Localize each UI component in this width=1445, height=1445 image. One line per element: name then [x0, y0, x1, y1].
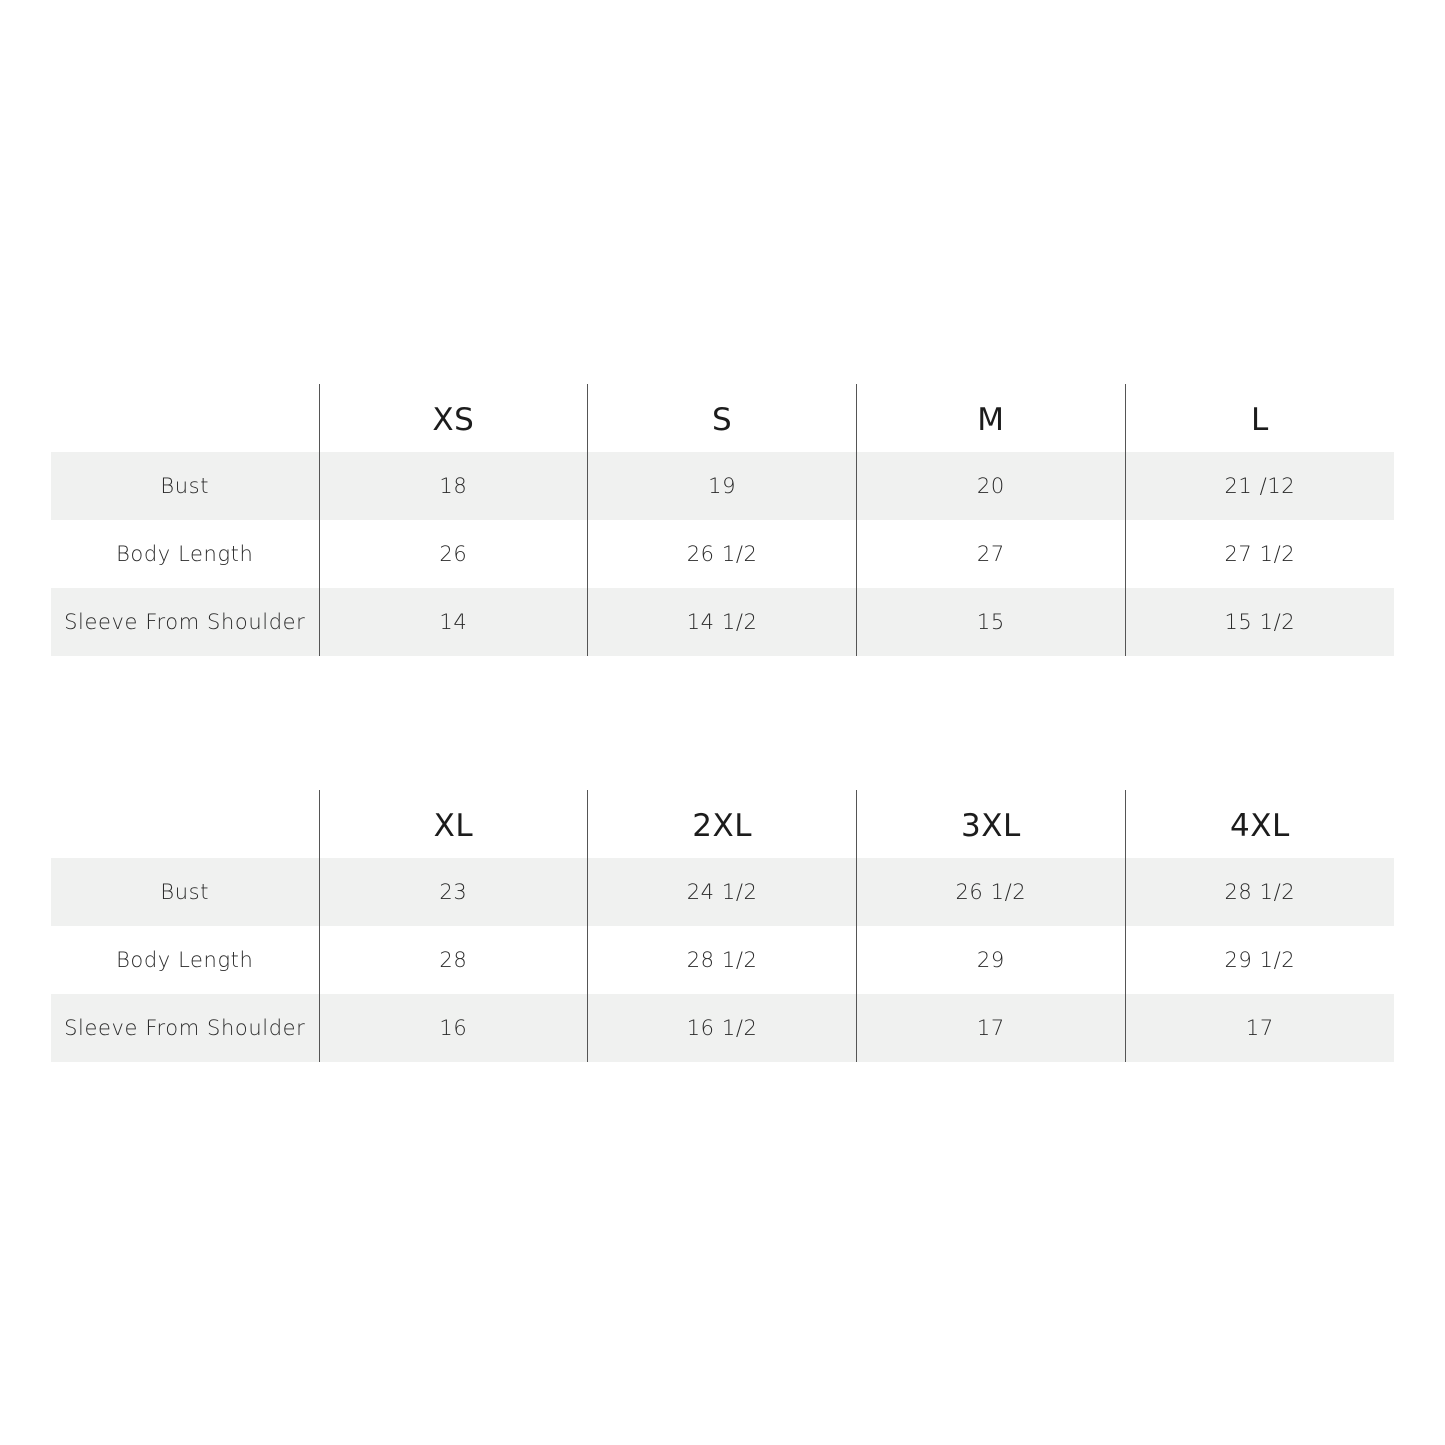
measurement-value: 28 1/2 [588, 926, 857, 994]
measurement-value: 29 1/2 [1125, 926, 1394, 994]
measurement-value: 27 1/2 [1125, 520, 1394, 588]
measurement-value: 26 1/2 [588, 520, 857, 588]
measurement-value: 26 1/2 [857, 858, 1126, 926]
table-row [51, 994, 1394, 1062]
size-header-cell: L [1125, 384, 1394, 452]
header-empty-cell [51, 384, 319, 452]
size-header-cell: XS [319, 384, 588, 452]
measurement-value: 16 1/2 [588, 994, 857, 1062]
measurement-value: 18 [319, 452, 588, 520]
measurement-value: 24 1/2 [588, 858, 857, 926]
measurement-label: Sleeve From Shoulder [51, 994, 319, 1062]
size-header-row [51, 384, 1394, 452]
measurement-label: Bust [51, 452, 319, 520]
size-header-cell: M [857, 384, 1126, 452]
size-header-cell: XL [319, 790, 588, 858]
measurement-label: Bust [51, 858, 319, 926]
measurement-value: 19 [588, 452, 857, 520]
measurement-value: 20 [857, 452, 1126, 520]
measurement-value: 17 [857, 994, 1126, 1062]
table-row [51, 858, 1394, 926]
measurement-value: 26 [319, 520, 588, 588]
table-row [51, 588, 1394, 656]
measurement-value: 15 1/2 [1125, 588, 1394, 656]
size-chart-table-2 [51, 790, 1394, 1062]
measurement-value: 28 1/2 [1125, 858, 1394, 926]
measurement-label: Sleeve From Shoulder [51, 588, 319, 656]
size-header-cell: 3XL [857, 790, 1126, 858]
measurement-value: 29 [857, 926, 1126, 994]
size-chart-table-1 [51, 384, 1394, 656]
size-header-cell: 4XL [1125, 790, 1394, 858]
measurement-value: 21 /12 [1125, 452, 1394, 520]
measurement-value: 23 [319, 858, 588, 926]
measurement-value: 15 [857, 588, 1126, 656]
measurement-value: 28 [319, 926, 588, 994]
size-header-cell: S [588, 384, 857, 452]
measurement-value: 27 [857, 520, 1126, 588]
table-row [51, 452, 1394, 520]
size-header-cell: 2XL [588, 790, 857, 858]
table-row [51, 520, 1394, 588]
measurement-value: 14 [319, 588, 588, 656]
table-row [51, 926, 1394, 994]
measurement-value: 16 [319, 994, 588, 1062]
measurement-label: Body Length [51, 926, 319, 994]
measurement-value: 17 [1125, 994, 1394, 1062]
measurement-label: Body Length [51, 520, 319, 588]
header-empty-cell [51, 790, 319, 858]
measurement-value: 14 1/2 [588, 588, 857, 656]
size-header-row [51, 790, 1394, 858]
